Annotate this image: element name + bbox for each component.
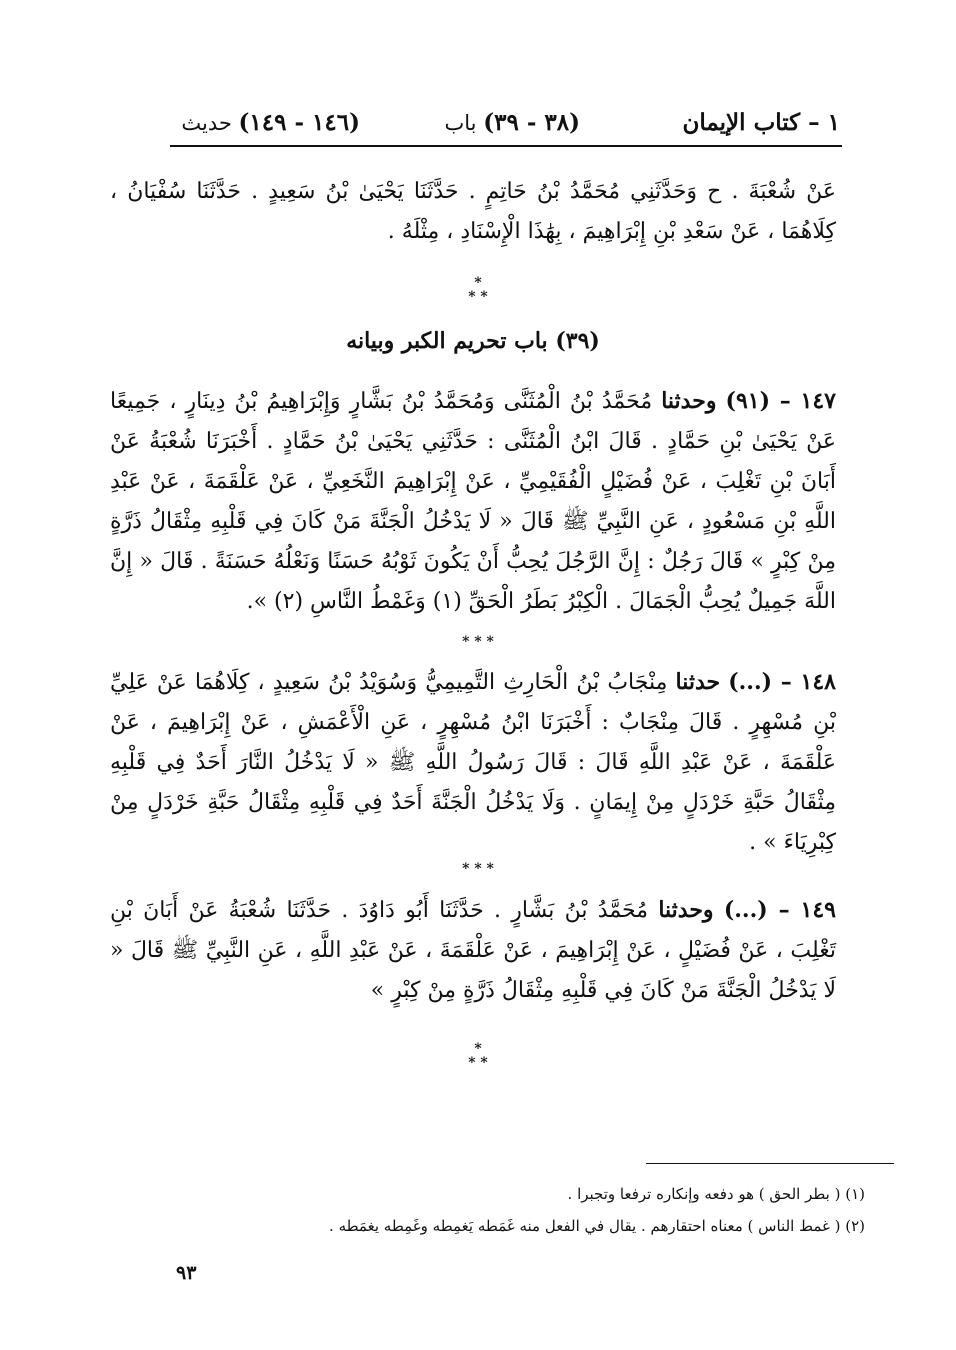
footnote-1: (١) ( بطر الحق ) هو دفعه وإنكاره ترفعا وتجبرا . [567,1185,865,1203]
hadith-148-number: ١٤٨ – (...) [728,669,836,695]
footnote-rule [646,1163,894,1164]
page-number: ٩٣ [176,1262,197,1284]
intro-text: عَنْ شُعْبَةَ . ح وَحَدَّثَنِي مُحَمَّدُ بْنُ حَاتِمٍ . حَدَّثَنَا يَحْيَىٰ بْنُ سَعِيدٍ . حَدَّثَنَا سُفْيَانُ ، كِلَاهُمَا ، عَنْ سَعْدِ بْنِ إِبْرَاهِيمَ ، بِهَٰذَا الْإِسْنَادِ ، مِثْلَهُ . [110,179,836,244]
separator-row-1: * * * [462,634,494,650]
header-bab-range: (٣٨ - ٣٩) [483,109,580,136]
hadith-147-number: ١٤٧ – (٩١) [725,388,836,414]
footnote-2: (٢) ( غمط الناس ) معناه احتقارهم . يقال في الفعل منه غَمَطه يَغمِطه وغَمِطه يغمَطه . [329,1217,865,1235]
hadith-149-text: مُحَمَّدُ بْنُ بَشَّارٍ . حَدَّثَنَا أَبُو دَاوُدَ . حَدَّثَنَا شُعْبَةُ عَنْ أَبَانَ بْنِ تَغْلِبَ ، عَنْ فُضَيْلٍ ، عَنْ إِبْرَاهِيمَ ، عَنْ عَلْقَمَةَ ، عَنْ عَبْدِ اللَّهِ ، عَنِ النَّبِيِّ ﷺ قَالَ « لَا يَدْخُلُ الْجَنَّةَ مَنْ كَانَ فِي قَلْبِهِ مِثْقَالُ ذَرَّةٍ مِنْ كِبْرٍ » [110,898,836,1003]
hadith-149-narrated: وحدثنا [658,897,714,923]
hadith-147-text: مُحَمَّدُ بْنُ الْمُثَنَّى وَمُحَمَّدُ بْنُ بَشَّارٍ وَإِبْرَاهِيمُ بْنُ دِينَارٍ ، جَمِيعًا عَنْ يَحْيَىٰ بْنِ حَمَّادٍ . قَالَ ابْنُ الْمُثَنَّى : حَدَّثَنِي يَحْيَىٰ بْنُ حَمَّادٍ . أَخْبَرَنَا شُعْبَةُ عَنْ أَبَانَ بْنِ تَغْلِبَ ، عَنْ فُضَيْلٍ الْفُقَيْمِيِّ ، عَنْ إِبْرَاهِيمَ النَّخَعِيِّ ، عَنْ عَلْقَمَةَ ، عَنْ عَبْدِ اللَّهِ بْنِ مَسْعُودٍ ، عَنِ النَّبِيِّ ﷺ قَالَ « لَا يَدْخُلُ الْجَنَّةَ مَنْ كَانَ فِي قَلْبِهِ مِثْقَالُ ذَرَّةٍ مِنْ كِبْرٍ » قَالَ رَجُلٌ : إِنَّ الرَّجُلَ يُحِبُّ أَنْ يَكُونَ ثَوْبُهُ حَسَنًا وَنَعْلُهُ حَسَنَةً . قَالَ « إِنَّ اللَّهَ جَمِيلٌ يُحِبُّ الْجَمَالَ . الْكِبْرُ بَطَرُ الْحَقِّ (١) وَغَمْطُ النَّاسِ (٢) ». [110,389,836,614]
hadith-149-number: ١٤٩ – (...) [723,897,836,923]
hadith-147 [110,381,836,622]
running-header [170,104,840,142]
header-chapter: ١ – كتاب الإيمان [682,109,840,136]
header-bab [445,104,580,142]
header-hadith [181,104,360,142]
intro-paragraph [110,172,836,252]
header-bab-word: باب [444,111,477,135]
separator-cluster-1: * * * [468,275,488,305]
hadith-148 [110,662,836,863]
header-hadith-word: حديث [181,111,232,135]
header-rule [170,145,842,147]
hadith-148-narrated: حدثنا [675,669,721,695]
hadith-148-text: مِنْجَابُ بْنُ الْحَارِثِ التَّمِيمِيُّ وَسُوَيْدُ بْنُ سَعِيدٍ ، كِلَاهُمَا عَنْ عَلِيِّ بْنِ مُسْهِرٍ . قَالَ مِنْجَابٌ : أَخْبَرَنَا ابْنُ مُسْهِرٍ ، عَنِ الْأَعْمَشِ ، عَنْ إِبْرَاهِيمَ ، عَنْ عَلْقَمَةَ ، عَنْ عَبْدِ اللَّهِ قَالَ : قَالَ رَسُولُ اللَّهِ ﷺ « لَا يَدْخُلُ النَّارَ أَحَدٌ فِي قَلْبِهِ مِثْقَالُ حَبَّةِ خَرْدَلٍ مِنْ إِيمَانٍ . وَلَا يَدْخُلُ الْجَنَّةَ أَحَدٌ فِي قَلْبِهِ مِثْقَالُ حَبَّةِ خَرْدَلٍ مِنْ كِبْرِيَاءَ » . [110,670,837,855]
header-hadith-range: (١٤٦ - ١٤٩) [238,109,360,136]
separator-cluster-2: * * * [468,1041,488,1071]
footnotes [200,1178,865,1242]
separator-row-2: * * * [462,861,494,877]
chapter-heading: (٣٩) باب تحريم الكبر وبيانه [346,328,600,354]
hadith-149 [110,890,836,1011]
hadith-147-narrated: وحدثنا [661,388,717,414]
